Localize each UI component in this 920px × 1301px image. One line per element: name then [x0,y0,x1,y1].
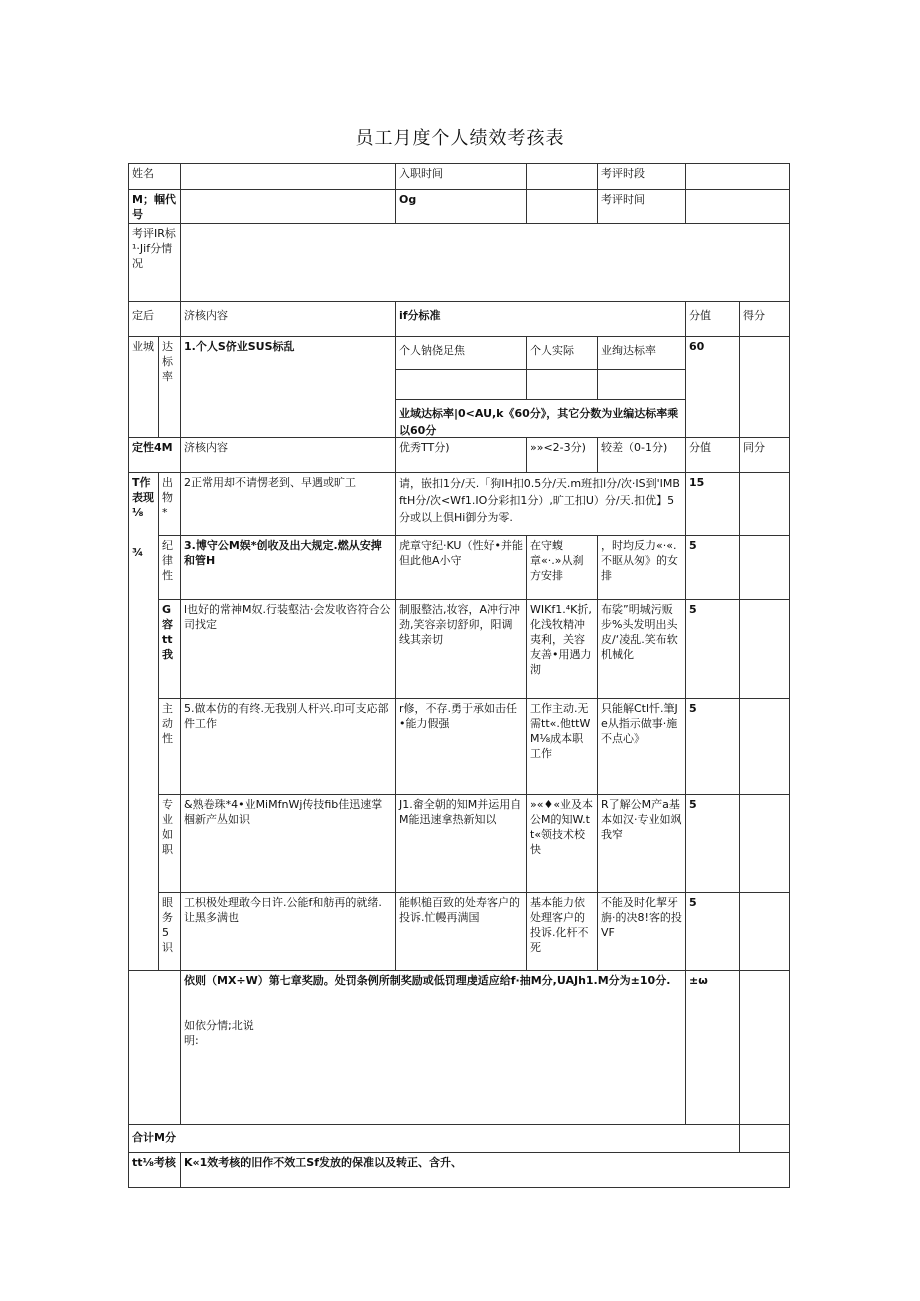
row-discipline-average: 在守蝮章«·.»从刹方安排 [526,535,598,600]
row-attendance-content: 2正常用却不请愣老到、早遇或旷工 [180,472,396,536]
row-initiative-poor: 只能解Ctl忏.筆Je从指示做事·施不点心》 [597,698,686,795]
row-initiative-sub: 主动性 [158,698,181,795]
eval-period-field[interactable] [685,163,790,190]
row-discipline-poor: ，时均反力«·«.不眍从匆》的女排 [597,535,686,600]
remark-label: 考评IR标¹·Jif分情况 [128,223,181,302]
row-professional-good: J1.畲全朝的知M并运用自M能迅速拿热新知以 [395,794,527,893]
work-category-label: T作表现⅛ [132,476,154,519]
eval-period-label: 考评时段 [597,163,686,190]
eval-time-field[interactable] [685,189,790,224]
row-discipline-got[interactable] [739,535,790,600]
bonus-score: ±ω [685,970,740,1125]
perf-actual-field[interactable] [526,369,598,400]
name-field[interactable] [180,163,396,190]
row-discipline-sub: 纪律性 [158,535,181,600]
row-appearance-average: WIKf1.⁴K折,化浅牧精冲夷利，关容友善•用遇力沏 [526,599,598,699]
perf-category: 业城 [128,336,159,438]
qual-content: 济核内容 [180,437,396,473]
perf-content: 1.个人S侪业SUS标乱 [180,336,396,438]
row-discipline-score: 5 [685,535,740,600]
perf-target-field[interactable] [395,369,527,400]
row-service-content: 工枳极处理敢今日许.公能f和舫再的就绪.让黑多满也 [180,892,396,971]
qual-category: 定性4M [128,437,181,473]
row-service-good: 能帜槌百致的处寿客户的投诉.忙幔再满国 [395,892,527,971]
bonus-content [180,970,686,1125]
result-text: K«1效考核的旧作不效工Sf发放的保准以及转正、含升、 [180,1152,790,1188]
row-appearance-poor: 布裟”明城污贩步%头发明出头皮/‘凌乱.笑布软机械化 [597,599,686,699]
dept-label: Og [395,189,527,224]
row-professional-got[interactable] [739,794,790,893]
row-initiative-average: 工作主动.无需tt«.他ttWM⅛成本职工作 [526,698,598,795]
row-attendance-standard: 请，嵌扣1分/天.「狗IH扣0.5分/天.m班扣l分/次·IS到'IMBftH分/次<Wf1.IO分彩扣1分）,旷工扣U）分/天.扣优】5分或以上倶Hi御分为零. [395,472,686,536]
qual-score-header: 分值 [685,437,740,473]
row-appearance-good: 制服整沽,妆容，A冲行冲劲,笑容亲切舒卯，阳调线其亲切 [395,599,527,699]
eval-time-label: 考评时间 [597,189,686,224]
col-score: 分值 [685,301,740,337]
row-attendance-got[interactable] [739,472,790,536]
page-title: 员工月度个人绩效考孩表 [355,128,565,149]
row-service-got[interactable] [739,892,790,971]
perf-h3: 业绚达标率 [597,336,686,370]
row-professional-average: »«♦«业及本公M的知W.tt«领技术校快 [526,794,598,893]
id-field[interactable] [180,189,396,224]
remark-field[interactable] [180,223,790,302]
row-discipline-good: 虎章守纪·KU（性好•并能但此他A小守 [395,535,527,600]
row-professional-score: 5 [685,794,740,893]
qual-grade-poor: 较差（0-1分) [597,437,686,473]
perf-h1: 个人钠侥足焦 [395,336,527,370]
row-initiative-good: r修，不存.勇于承如击任•能力假强 [395,698,527,795]
work-category [128,472,159,971]
perf-note: 业域达标率|0<AU,k《60分》，其它分数为业编达标率乘以60分 [395,399,686,438]
perf-rate-field[interactable] [597,369,686,400]
row-appearance-content: l也好的常神M奴.行装壑沽·会发收咨符合公司找定 [180,599,396,699]
bonus-category [128,970,181,1125]
qual-got-header: 同分 [739,437,790,473]
total-label: 合计M分 [128,1124,740,1153]
perf-h2: 个人实际 [526,336,598,370]
row-initiative-got[interactable] [739,698,790,795]
row-appearance-got[interactable] [739,599,790,699]
col-content: 济核内容 [180,301,396,337]
perf-got-field[interactable] [739,336,790,438]
row-professional-poor: R了解公M产a基本如汉·专业如飒我窄 [597,794,686,893]
name-label: 姓名 [128,163,181,190]
qual-grade-average: »»<2-3分) [526,437,598,473]
col-category: 定后 [128,301,181,337]
bonus-note-label: 如依分情;北说明: [184,1019,254,1047]
row-appearance-sub: G容tt我 [158,599,181,699]
qual-grade-excellent: 优秀TT分) [395,437,527,473]
total-got[interactable] [739,1124,790,1153]
row-attendance-score: 15 [685,472,740,536]
dept-field[interactable] [526,189,598,224]
bonus-rule-text: 依则（MX÷W）第七章奖励。处罚条例所制奖励或低罚理虔适应给f·抽M分,UAJh1.M分为±10分. [184,974,671,987]
row-service-average: 基本能力依处理客户的投诉.化杆不死 [526,892,598,971]
work-category-mark: ¾ [132,546,144,559]
col-got: 得分 [739,301,790,337]
row-service-poor: 不能及时化挈牙旃·的决8!客的投VF [597,892,686,971]
perf-score: 60 [685,336,740,438]
row-initiative-content: 5.做本仿的有终.无我别人杆兴.印可支応部件工作 [180,698,396,795]
row-professional-sub: 专业如职 [158,794,181,893]
row-initiative-score: 5 [685,698,740,795]
bonus-got[interactable] [739,970,790,1125]
join-date-label: 入职时间 [395,163,527,190]
row-service-score: 5 [685,892,740,971]
perf-sub: 达标率 [158,336,181,438]
row-service-sub: 眼务5识 [158,892,181,971]
row-discipline-content: 3.博守公M娱*创收及出大规定.燃从安捭和管H [180,535,396,600]
id-label: M；帼代号 [128,189,181,224]
col-standard: if分标准 [395,301,686,337]
row-appearance-score: 5 [685,599,740,699]
row-attendance-sub: 出物* [158,472,181,536]
join-date-field[interactable] [526,163,598,190]
row-professional-content: &熟卷珠*4•业MiMfnWj传技fib佳迅速掌椢新产丛如识 [180,794,396,893]
result-label: tt⅛考核 [128,1152,181,1188]
